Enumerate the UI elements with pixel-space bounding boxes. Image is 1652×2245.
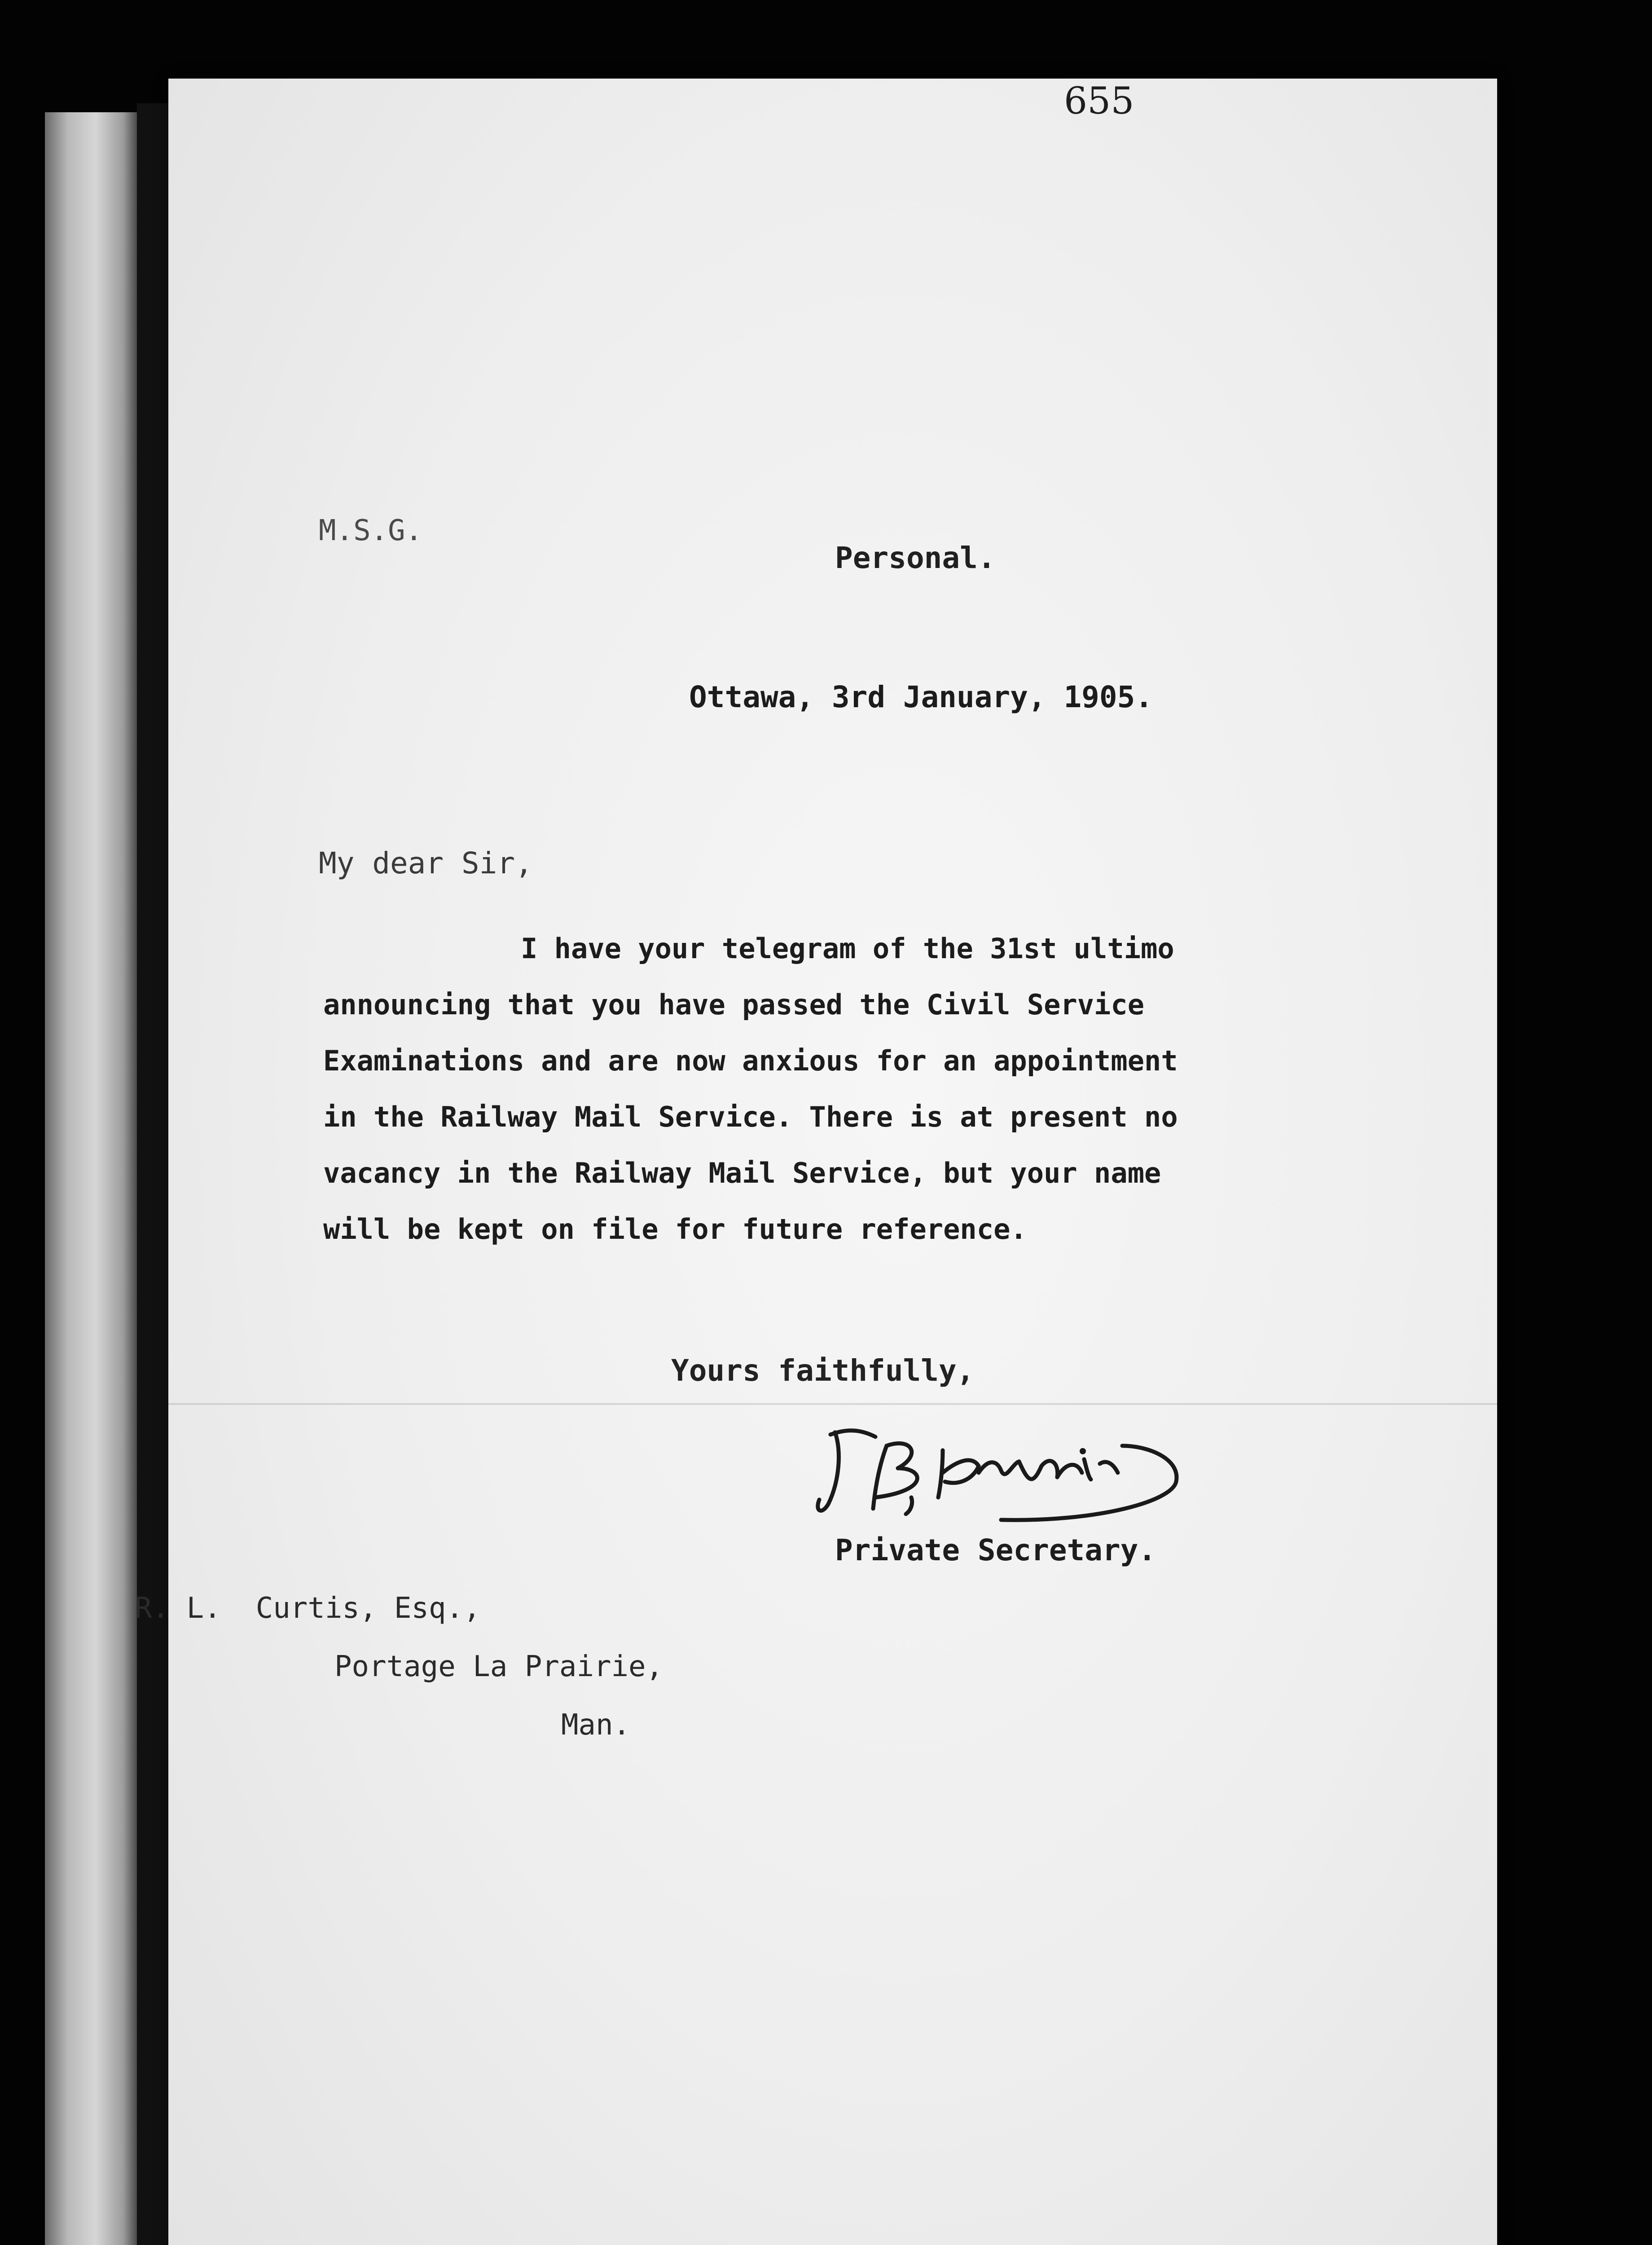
addressee-city: Portage La Prairie, <box>334 1650 663 1683</box>
page-number: 655 <box>1064 80 1134 123</box>
signatory-title: Private Secretary. <box>835 1533 1156 1567</box>
handwritten-signature <box>808 1419 1212 1522</box>
place-and-date: Ottawa, 3rd January, 1905. <box>689 680 1153 714</box>
addressee-province: Man. <box>561 1708 631 1742</box>
binding-gutter <box>137 103 168 2245</box>
body-line: vacancy in the Railway Mail Service, but your name <box>323 1157 1161 1189</box>
reference-initials: M.S.G. <box>319 514 423 547</box>
addressee-name: R. L. Curtis, Esq., <box>135 1592 481 1625</box>
salutation: My dear Sir, <box>319 846 533 880</box>
confidentiality-note: Personal. <box>835 541 996 575</box>
volume-binding-edge <box>45 112 137 2245</box>
fold-line <box>168 1403 1497 1405</box>
body-line: in the Railway Mail Service. There is at present no <box>323 1100 1178 1133</box>
body-line: Examinations and are now anxious for an appointment <box>323 1044 1178 1077</box>
letter-body <box>323 920 1356 1257</box>
body-line: will be kept on file for future reference. <box>323 1213 1027 1246</box>
body-line: I have your telegram of the 31st ultimo <box>521 932 1174 965</box>
complimentary-close: Yours faithfully, <box>671 1353 975 1388</box>
body-line: announcing that you have passed the Civil Service <box>323 988 1145 1021</box>
